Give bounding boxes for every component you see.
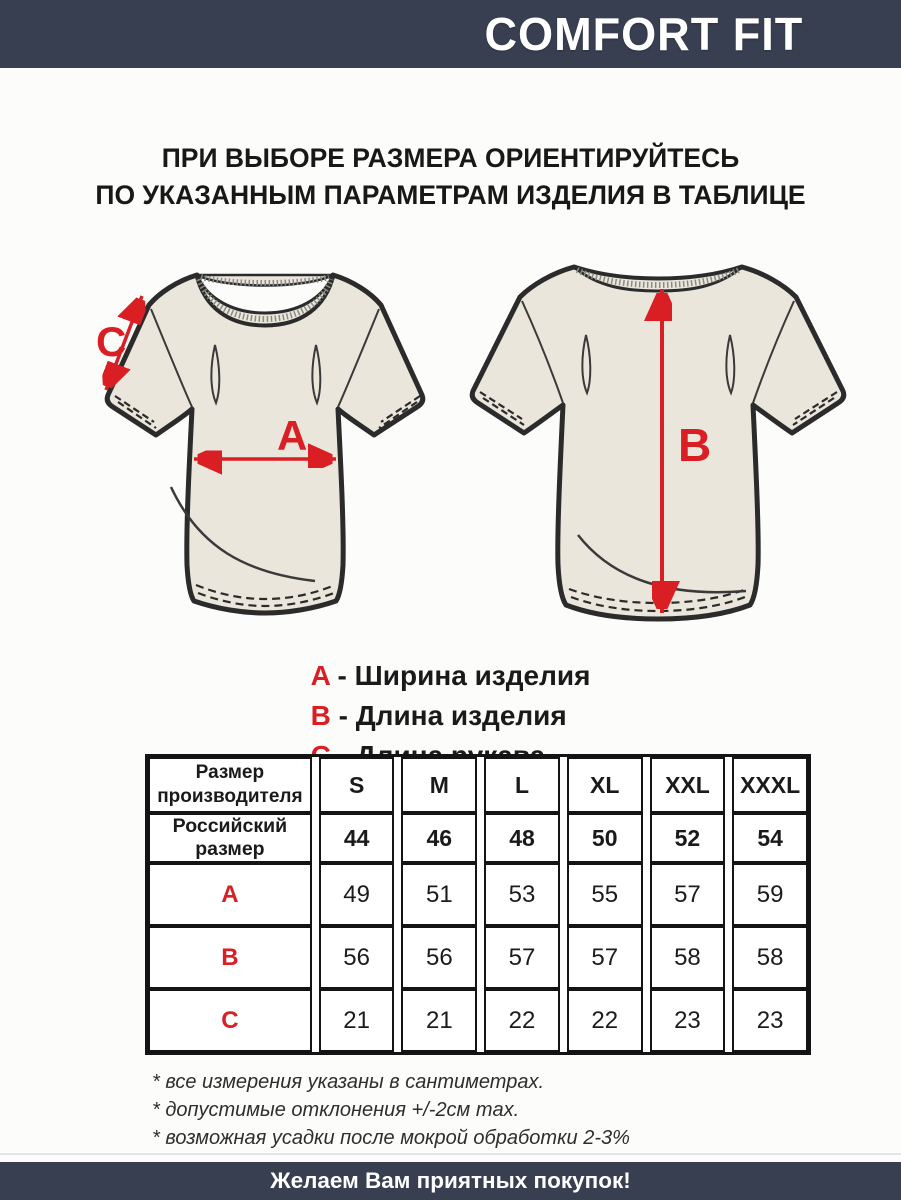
measure-label-c: C [96, 318, 127, 365]
table-row-russian-size [148, 813, 808, 863]
legend-item-b [311, 696, 591, 736]
intro-line-2: ПО УКАЗАННЫМ ПАРАМЕТРАМ ИЗДЕЛИЯ В ТАБЛИЦЕ [95, 180, 806, 210]
measure-a-key: A [148, 863, 312, 926]
russian-size-value: 46 [401, 813, 477, 863]
size-table [145, 754, 811, 1055]
size-col-s: S [319, 757, 395, 813]
measure-label-a: A [277, 412, 308, 459]
measure-a-value: 51 [401, 863, 477, 926]
footnote-2: * допустимые отклонения +/-2см max. [152, 1099, 520, 1121]
legend-key-a: A [310, 660, 330, 691]
intro-heading [0, 140, 901, 214]
intro-line-1: ПРИ ВЫБОРЕ РАЗМЕРА ОРИЕНТИРУЙТЕСЬ [161, 143, 740, 173]
top-brand-bar [0, 0, 901, 68]
measure-a-value: 57 [650, 863, 726, 926]
brand-title: COMFORT FIT [484, 8, 803, 60]
footer-message: Желаем Вам приятных покупок! [270, 1168, 631, 1193]
size-col-m: M [401, 757, 477, 813]
footnote-3: * возможная усадки после мокрой обработки 2-3% [152, 1127, 630, 1149]
table-row-measure-b [148, 926, 808, 989]
table-row-measure-a [148, 863, 808, 926]
russian-size-value: 48 [484, 813, 560, 863]
russian-size-value: 54 [732, 813, 808, 863]
footnote-1: * все измерения указаны в сантиметрах. [152, 1071, 545, 1093]
measure-b-value: 58 [732, 926, 808, 989]
measure-a-value: 55 [567, 863, 643, 926]
size-col-xxxl: XXXL [732, 757, 808, 813]
legend-desc-a: - Ширина изделия [329, 660, 591, 691]
measure-a-value: 59 [732, 863, 808, 926]
measure-c-value: 23 [650, 989, 726, 1052]
measure-a-value: 53 [484, 863, 560, 926]
footer-divider [0, 1153, 901, 1155]
legend-item-a [311, 656, 591, 696]
table-row-sizes [148, 757, 808, 813]
measure-label-b: B [678, 419, 712, 471]
measure-b-value: 57 [567, 926, 643, 989]
measure-a-value: 49 [319, 863, 395, 926]
measure-c-value: 21 [401, 989, 477, 1052]
measure-b-value: 56 [401, 926, 477, 989]
measure-b-value: 58 [650, 926, 726, 989]
size-col-xxl: XXL [650, 757, 726, 813]
tshirt-back-outline [472, 267, 844, 619]
back-view-diagram [456, 243, 861, 643]
bottom-message-bar [0, 1162, 901, 1200]
table-row-measure-c [148, 989, 808, 1052]
manufacturer-size-header [148, 757, 312, 813]
russian-size-value: 44 [319, 813, 395, 863]
russian-size-header: Российский размер [148, 813, 312, 863]
footnotes [152, 1068, 630, 1152]
measure-c-key: C [148, 989, 312, 1052]
measure-c-value: 23 [732, 989, 808, 1052]
measure-b-key: B [148, 926, 312, 989]
front-view-diagram [95, 249, 440, 634]
measure-c-value: 22 [484, 989, 560, 1052]
legend-desc-b: - Длина изделия [330, 700, 567, 731]
manufacturer-size-header-line1: Размер [195, 762, 265, 783]
measure-b-value: 57 [484, 926, 560, 989]
measure-c-value: 22 [567, 989, 643, 1052]
measure-c-value: 21 [319, 989, 395, 1052]
size-col-l: L [484, 757, 560, 813]
russian-size-value: 50 [567, 813, 643, 863]
measure-b-value: 56 [319, 926, 395, 989]
manufacturer-size-header-line2: производителя [157, 786, 303, 807]
legend-key-b: B [310, 700, 331, 731]
russian-size-value: 52 [650, 813, 726, 863]
size-col-xl: XL [567, 757, 643, 813]
